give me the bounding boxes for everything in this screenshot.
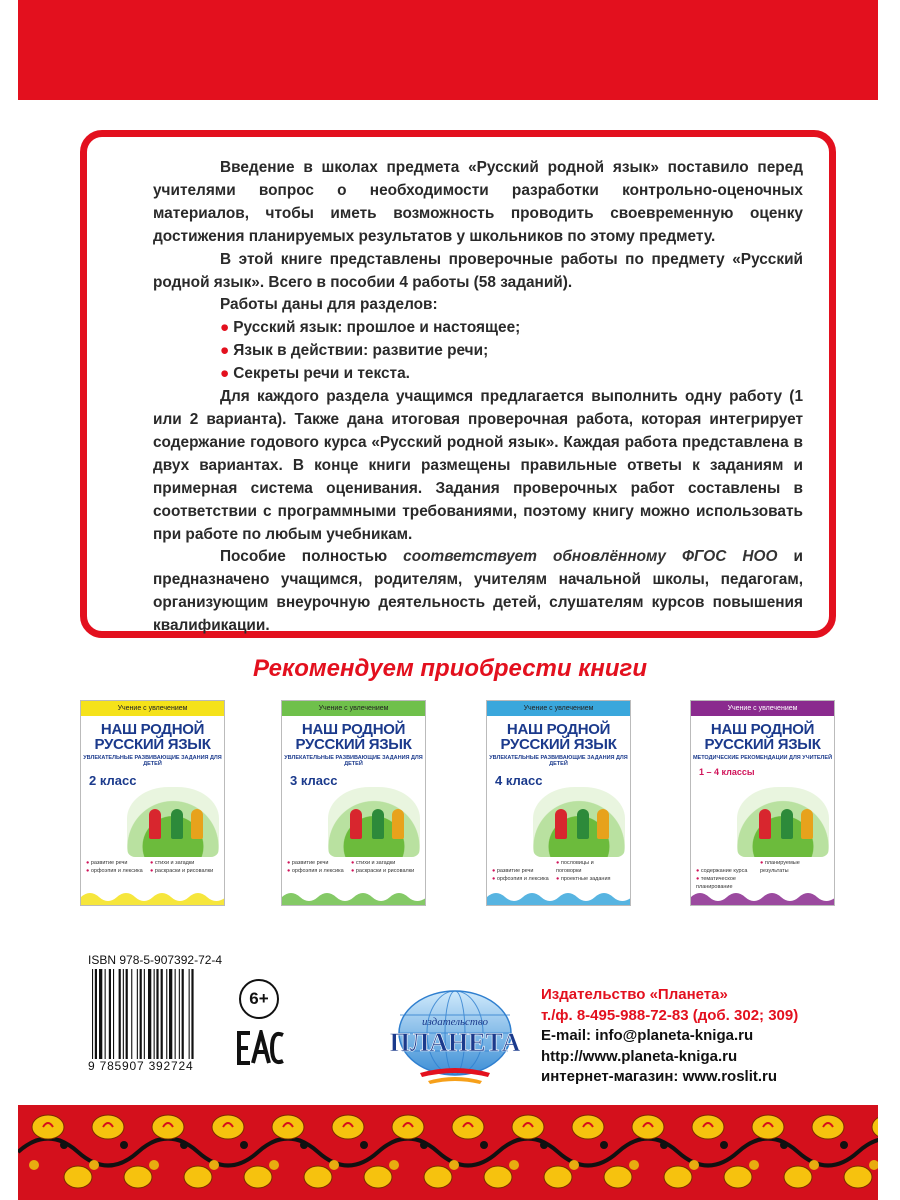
book-series: Учение с увлечением [487, 701, 630, 716]
book-subtitle: УВЛЕКАТЕЛЬНЫЕ РАЗВИВАЮЩИЕ ЗАДАНИЯ ДЛЯ ДЕТЕЙ [83, 755, 222, 767]
book-topic: ● орфоэпия и лексика [86, 867, 150, 875]
fgos-highlight: соответствует обновлённому ФГОС НОО [403, 548, 778, 566]
section-bullet: ● Секреты речи и текста. [220, 365, 410, 383]
book-topic: ● тематическое планирование [696, 875, 760, 891]
book-grade: 4 класс [495, 773, 543, 788]
book-topics [696, 859, 831, 891]
book-title: НАШ РОДНОЙ РУССКИЙ ЯЗЫК [295, 721, 412, 753]
svg-text:ПЛАНЕТА: ПЛАНЕТА [389, 1028, 521, 1057]
book-illustration [328, 787, 420, 857]
book-topic: ● содержание курса [696, 867, 760, 875]
book-topic: ● развитие речи [492, 867, 556, 875]
barcode-icon [88, 969, 228, 1059]
paragraph-5: Пособие полностью соответствует обновлённому ФГОС НОО и предназначено учащимся, родителям, учителям начальной школы, педагогам, организующим внеурочную деятельность детей, слушателям курсов повышения квалификации. [153, 548, 804, 635]
publisher-shop[interactable]: интернет-магазин: www.roslit.ru [541, 1068, 778, 1085]
book-topic: ● развитие речи [86, 859, 150, 867]
book-series: Учение с увлечением [691, 701, 834, 716]
recommend-title: Рекомендуем приобрести книги [252, 655, 648, 682]
book-cover[interactable] [486, 700, 631, 906]
book-grade: 3 класс [290, 773, 338, 788]
svg-text:издательство: издательство [421, 1016, 489, 1028]
publisher-info [541, 985, 798, 1088]
book-topic: ● раскраски и рисовалки [351, 867, 415, 875]
book-title: НАШ РОДНОЙ РУССКИЙ ЯЗЫК [704, 721, 821, 753]
book-topic: ● планируемые результаты [760, 859, 824, 875]
book-subtitle: УВЛЕКАТЕЛЬНЫЕ РАЗВИВАЮЩИЕ ЗАДАНИЯ ДЛЯ ДЕТЕЙ [284, 755, 423, 767]
book-series: Учение с увлечением [282, 701, 425, 716]
age-rating-badge: 6+ [239, 979, 279, 1019]
book-topic: ● орфоэпия и лексика [287, 867, 351, 875]
book-title: НАШ РОДНОЙ РУССКИЙ ЯЗЫК [500, 721, 617, 753]
book-topics [492, 859, 627, 883]
section-bullet: ● Русский язык: прошлое и настоящее; [220, 319, 521, 337]
khokhloma-ornament [18, 1105, 878, 1200]
book-wave-decor [81, 889, 225, 905]
barcode-number: 9 785907 392724 [88, 1059, 194, 1073]
book-topics [86, 859, 221, 875]
publisher-phone: т./ф. 8-495-988-72-83 (доб. 302; 309) [541, 1006, 799, 1024]
bullet-icon: ● [220, 342, 230, 360]
book-cover[interactable] [690, 700, 835, 906]
book-title: НАШ РОДНОЙ РУССКИЙ ЯЗЫК [94, 721, 211, 753]
paragraph-1: Введение в школах предмета «Русский родной язык» поставило перед учителями вопрос о необходимости разработки контрольно-оценочных материалов, чтобы иметь возможность проводить своевременную оценку достижения планируемых результатов у школьников по этому предмету. [153, 159, 803, 245]
book-illustration [127, 787, 219, 857]
planeta-logo [380, 985, 530, 1090]
book-cover[interactable] [281, 700, 426, 906]
publisher-email[interactable]: E-mail: info@planeta-kniga.ru [541, 1027, 754, 1044]
description-text [153, 157, 803, 638]
book-subtitle: МЕТОДИЧЕСКИЕ РЕКОМЕНДАЦИИ ДЛЯ УЧИТЕЛЕЙ [692, 755, 833, 761]
paragraph-3: Работы даны для разделов: [220, 296, 438, 314]
book-topic: ● стихи и загадки [351, 859, 415, 867]
eac-mark-icon [236, 1030, 286, 1066]
book-illustration [533, 787, 625, 857]
section-bullet: ● Язык в действии: развитие речи; [220, 342, 489, 360]
book-topic: ● стихи и загадки [150, 859, 214, 867]
book-series: Учение с увлечением [81, 701, 224, 716]
top-red-band [18, 0, 878, 100]
barcode-block [88, 953, 230, 1081]
isbn-text: ISBN 978-5-907392-72-4 [88, 953, 223, 967]
publisher-name: Издательство «Планета» [541, 986, 728, 1003]
book-topic: ● развитие речи [287, 859, 351, 867]
book-topics [287, 859, 422, 875]
book-topic: ● раскраски и рисовалки [150, 867, 214, 875]
paragraph-2: В этой книге представлены проверочные работы по предмету «Русский родной язык». Всего в пособии 4 работы (58 заданий). [153, 250, 803, 291]
paragraph-4: Для каждого раздела учащимся предлагается выполнить одну работу (1 или 2 варианта). Также дана итоговая проверочная работа, которая интегрирует содержание годового курса «Русский родной язык». Каждая работа представлена в двух вариантах. В конце книги размещены правильные ответы к заданиям и примерная система оценивания. Задания проверочных работ составлены в соответствии с программными требованиями, поэтому книгу можно использовать при работе по любым учебникам. [153, 388, 803, 543]
bullet-icon: ● [220, 365, 230, 383]
publisher-site[interactable]: http://www.planeta-kniga.ru [541, 1047, 738, 1065]
book-topic: ● орфоэпия и лексика [492, 875, 556, 883]
book-wave-decor [691, 889, 835, 905]
book-topic: ● пословицы и поговорки [556, 859, 620, 875]
book-wave-decor [487, 889, 631, 905]
book-grade: 1 – 4 классы [699, 767, 755, 777]
book-grade: 2 класс [89, 773, 137, 788]
book-subtitle: УВЛЕКАТЕЛЬНЫЕ РАЗВИВАЮЩИЕ ЗАДАНИЯ ДЛЯ ДЕТЕЙ [489, 755, 628, 767]
book-illustration [737, 787, 829, 857]
book-wave-decor [282, 889, 426, 905]
description-panel [80, 130, 836, 638]
book-topic: ● проектные задания [556, 875, 620, 883]
bullet-icon: ● [220, 319, 230, 337]
book-cover[interactable] [80, 700, 225, 906]
